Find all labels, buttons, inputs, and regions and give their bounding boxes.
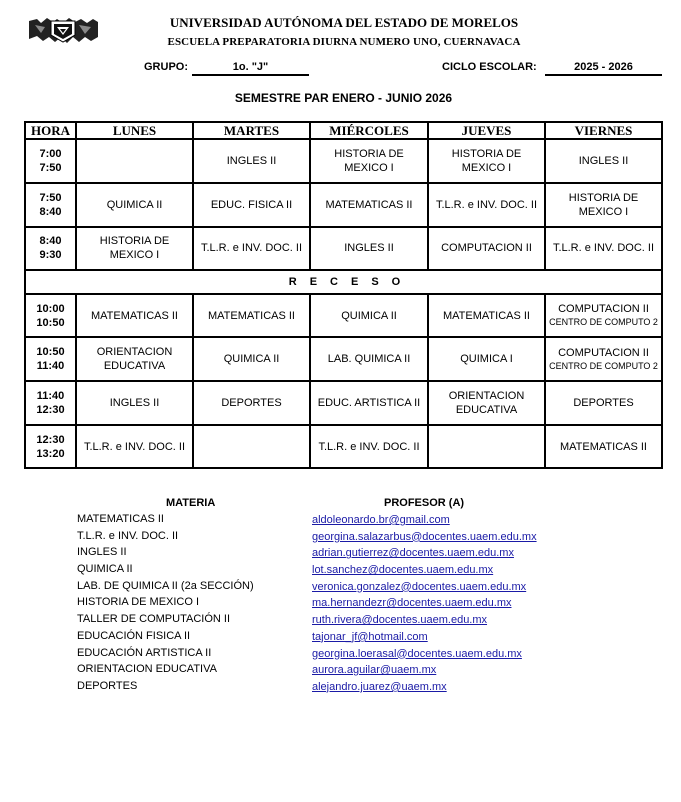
col-miercoles: MIÉRCOLES (310, 122, 428, 139)
table-row (25, 294, 662, 338)
email-link[interactable]: ruth.rivera@docentes.uaem.edu.mx (312, 614, 488, 627)
class-cell: INGLES II (193, 139, 310, 183)
materia-list (77, 511, 254, 695)
lab-note: CENTRO DE COMPUTO 2 (549, 317, 658, 328)
schedule-table (24, 121, 663, 469)
class-cell: HISTORIA DE MEXICO I (76, 227, 193, 270)
list-item: HISTORIA DE MEXICO I (77, 596, 200, 609)
class-cell: ORIENTACION EDUCATIVA (428, 381, 545, 426)
profesor-header: PROFESOR (A) (384, 497, 465, 509)
grupo-label: GRUPO: (144, 61, 188, 73)
class-cell: INGLES II (310, 227, 428, 270)
hora-cell: 10:50 11:40 (25, 337, 76, 381)
email-link[interactable]: georgina.loerasal@docentes.uaem.edu.mx (312, 647, 522, 660)
table-row (25, 139, 662, 183)
class-cell: T.L.R. e INV. DOC. II (545, 227, 662, 270)
class-cell: COMPUTACION II CENTRO DE COMPUTO 2 (545, 337, 662, 381)
col-jueves: JUEVES (428, 122, 545, 139)
class-cell: QUIMICA II (76, 183, 193, 228)
email-link[interactable]: veronica.gonzalez@docentes.uaem.edu.mx (312, 580, 527, 593)
email-link[interactable]: lot.sanchez@docentes.uaem.edu.mx (312, 564, 494, 577)
table-row (25, 227, 662, 270)
list-item: MATEMATICAS II (77, 513, 164, 525)
receso-label: RECESO (25, 270, 662, 294)
class-cell: DEPORTES (545, 381, 662, 426)
class-cell: MATEMATICAS II (193, 294, 310, 338)
table-row (25, 183, 662, 228)
class-cell: DEPORTES (193, 381, 310, 426)
table-row (25, 425, 662, 468)
class-cell: LAB. QUIMICA II (310, 337, 428, 381)
profesor-list (312, 512, 537, 696)
table-row (25, 337, 662, 381)
class-cell (428, 425, 545, 468)
col-lunes: LUNES (76, 122, 193, 139)
email-link[interactable]: aldoleonardo.br@gmail.com (312, 514, 450, 526)
class-cell: HISTORIA DE MEXICO I (310, 139, 428, 183)
email-link[interactable]: tajonar_jf@hotmail.com (312, 630, 428, 643)
hora-cell: 11:40 12:30 (25, 381, 76, 426)
class-cell: MATEMATICAS II (310, 183, 428, 228)
class-cell: EDUC. ARTISTICA II (310, 381, 428, 426)
class-cell: COMPUTACION II (428, 227, 545, 270)
materia-header: MATERIA (166, 497, 216, 509)
class-cell: EDUC. FISICA II (193, 183, 310, 228)
col-viernes: VIERNES (545, 122, 662, 139)
email-link[interactable]: georgina.salazarbus@docentes.uaem.edu.mx (312, 530, 537, 543)
list-item: QUIMICA II (77, 563, 133, 576)
list-item: TALLER DE COMPUTACIÓN II (77, 613, 231, 626)
email-link[interactable]: adrian.gutierrez@docentes.uaem.edu.mx (312, 547, 514, 560)
list-item: INGLES II (77, 546, 127, 559)
class-cell: ORIENTACION EDUCATIVA (76, 337, 193, 381)
class-cell: QUIMICA I (428, 337, 545, 381)
class-cell: MATEMATICAS II (545, 425, 662, 468)
list-item: EDUCACIÓN FISICA II (77, 629, 191, 642)
hora-cell: 8:40 9:30 (25, 227, 76, 270)
class-cell: HISTORIA DE MEXICO I (545, 183, 662, 228)
class-cell: QUIMICA II (193, 337, 310, 381)
list-item: EDUCACIÓN ARTISTICA II (77, 646, 212, 659)
hora-cell: 7:00 7:50 (25, 139, 76, 183)
uaem-logo-icon (27, 15, 100, 45)
list-item: ORIENTACION EDUCATIVA (77, 663, 217, 676)
class-cell: COMPUTACION II CENTRO DE COMPUTO 2 (545, 294, 662, 338)
class-cell: QUIMICA II (310, 294, 428, 338)
class-cell: T.L.R. e INV. DOC. II (310, 425, 428, 468)
class-cell: INGLES II (76, 381, 193, 426)
ciclo-label: CICLO ESCOLAR: (442, 61, 537, 73)
class-cell: HISTORIA DE MEXICO I (428, 139, 545, 183)
class-cell (76, 139, 193, 183)
table-row (25, 381, 662, 426)
list-item: DEPORTES (77, 679, 138, 692)
grupo-value: 1o. "J" (192, 61, 309, 76)
schedule-header-row (25, 122, 662, 139)
list-item: T.L.R. e INV. DOC. II (77, 529, 179, 542)
class-cell: T.L.R. e INV. DOC. II (193, 227, 310, 270)
hora-cell: 10:00 10:50 (25, 294, 76, 338)
class-cell: T.L.R. e INV. DOC. II (428, 183, 545, 228)
col-martes: MARTES (193, 122, 310, 139)
class-cell: MATEMATICAS II (428, 294, 545, 338)
class-cell: INGLES II (545, 139, 662, 183)
class-cell: MATEMATICAS II (76, 294, 193, 338)
email-link[interactable]: alejandro.juarez@uaem.mx (312, 680, 447, 693)
school-name: ESCUELA PREPARATORIA DIURNA NUMERO UNO, CUERNAVACA (167, 36, 521, 48)
lab-note: CENTRO DE COMPUTO 2 (549, 360, 658, 371)
receso-row (25, 270, 662, 294)
hora-cell: 7:50 8:40 (25, 183, 76, 228)
ciclo-value: 2025 - 2026 (545, 61, 662, 76)
list-item: LAB. DE QUIMICA II (2a SECCIÓN) (77, 579, 254, 592)
email-link[interactable]: aurora.aguilar@uaem.mx (312, 664, 437, 677)
email-link[interactable]: ma.hernandezr@docentes.uaem.edu.mx (312, 597, 512, 610)
class-cell (193, 425, 310, 468)
university-name: UNIVERSIDAD AUTÓNOMA DEL ESTADO DE MORELOS (169, 15, 519, 30)
col-hora: HORA (25, 122, 76, 139)
hora-cell: 12:30 13:20 (25, 425, 76, 468)
class-cell: T.L.R. e INV. DOC. II (76, 425, 193, 468)
semestre-title: SEMESTRE PAR ENERO - JUNIO 2026 (234, 91, 453, 105)
